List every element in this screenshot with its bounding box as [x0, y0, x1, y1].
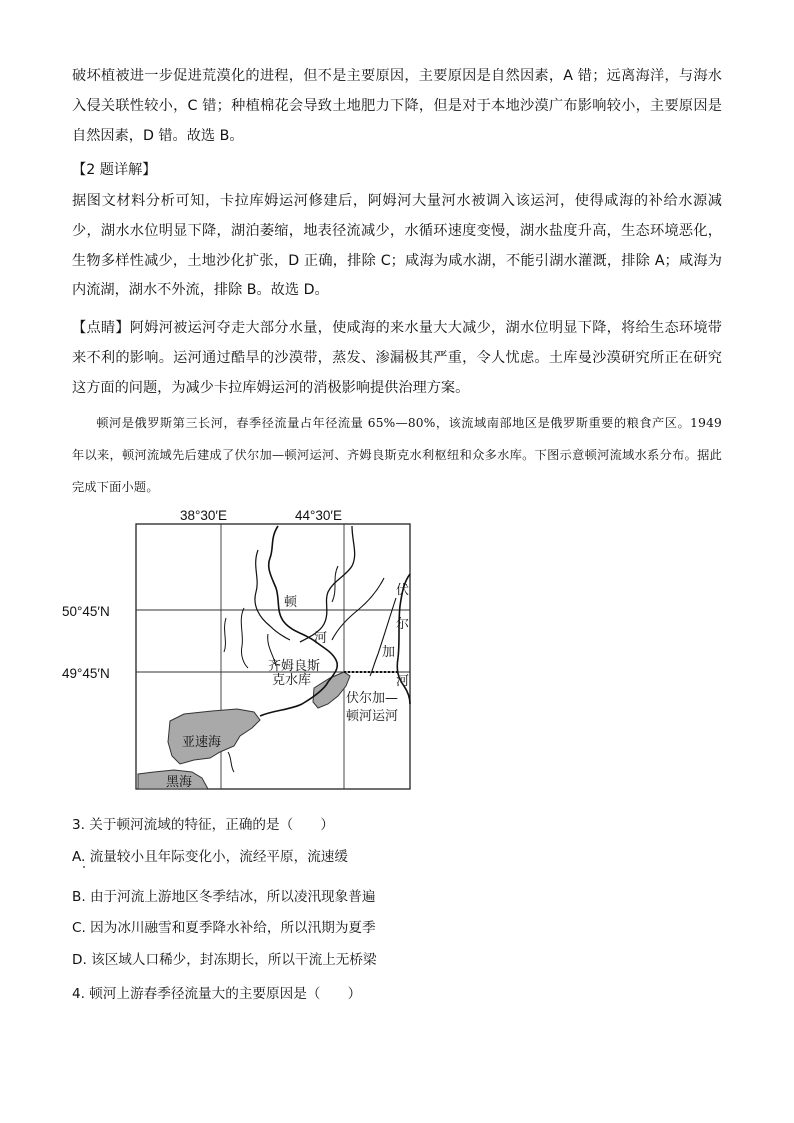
- don-river-map: [62, 506, 422, 796]
- question-3: 3. 关于顿河流域的特征，正确的是（ ）: [72, 817, 334, 833]
- lon-label-2: 44°30′E: [295, 508, 342, 523]
- reservoir-label-1: 齐姆良斯: [268, 659, 321, 674]
- don-river-label-1: 顿: [284, 595, 298, 610]
- option-3a: A. 流量较小且年际变化小，流经平原，流速缓: [72, 849, 348, 865]
- stray-dot: [83, 866, 85, 868]
- option-3c: C. 因为冰川融雪和夏季降水补给，所以汛期为夏季: [72, 920, 376, 936]
- don-river-label-2: 河: [314, 631, 328, 646]
- heading-q2-detail: 【2 题详解】: [72, 162, 157, 178]
- canal-label-1: 伏尔加—: [346, 691, 399, 706]
- lat-label-1: 50°45′N: [62, 604, 110, 619]
- volga-label-1: 伏: [396, 583, 410, 598]
- lat-label-2: 49°45′N: [62, 666, 110, 681]
- azov-sea-label: 亚速海: [182, 735, 222, 750]
- canal-label-2: 顿河运河: [346, 709, 399, 724]
- lon-label-1: 38°30′E: [180, 508, 227, 523]
- volga-label-2: 尔: [396, 617, 410, 632]
- tip-paragraph: 【点睛】阿姆河被运河夺走大部分水量，使咸海的来水量大大减少，湖水位明显下降，将给生态环境带来不利的影响。运河通过酷旱的沙漠带，蒸发、渗漏极其严重，令人忧虑。土库曼沙漠研究所正在研究这方面的问题，为减少卡拉库姆运河的消极影响提供治理方案。: [72, 320, 722, 396]
- volga-label-4: 河: [396, 674, 410, 689]
- reservoir-label-2: 克水库: [272, 673, 312, 688]
- option-3d: D. 该区域人口稀少，封冻期长，所以干流上无桥梁: [72, 952, 377, 968]
- intro-text: 顿河是俄罗斯第三长河，春季径流量占年径流量 65%—80%，该流域南部地区是俄罗斯重要的粮食产区。1949 年以来，顿河流域先后建成了伏尔加—顿河运河、齐姆良斯克水利枢纽和众多水库。下图示意顿河流域水系分布。据此完成下面小题。: [72, 416, 722, 494]
- option-3b: B. 由于河流上游地区冬季结冰，所以凌汛现象普遍: [72, 889, 376, 905]
- black-sea-label: 黑海: [166, 775, 193, 790]
- question-intro: [72, 407, 722, 503]
- volga-label-3: 加: [382, 645, 396, 660]
- answer-paragraph-2: 据图文材料分析可知，卡拉库姆运河修建后，阿姆河大量河水被调入该运河，使得咸海的补给水源减少，湖水水位明显下降，湖泊萎缩，地表径流减少，水循环速度变慢，湖水盐度升高，生态环境恶化，生物多样性减少，土地沙化扩张，D 正确，排除 C；咸海为咸水湖，不能引湖水灌溉，排除 A；咸海为内流湖，湖水不外流，排除 B。故选 D。: [72, 193, 722, 299]
- answer-paragraph-1: 破坏植被进一步促进荒漠化的进程，但不是主要原因，主要原因是自然因素，A 错；远离海洋，与海水入侵关联性较小，C 错；种植棉花会导致土地肥力下降，但是对于本地沙漠广布影响较小，主要原因是自然因素，D 错。故选 B。: [72, 68, 722, 144]
- question-4: 4. 顿河上游春季径流量大的主要原因是（ ）: [72, 986, 362, 1002]
